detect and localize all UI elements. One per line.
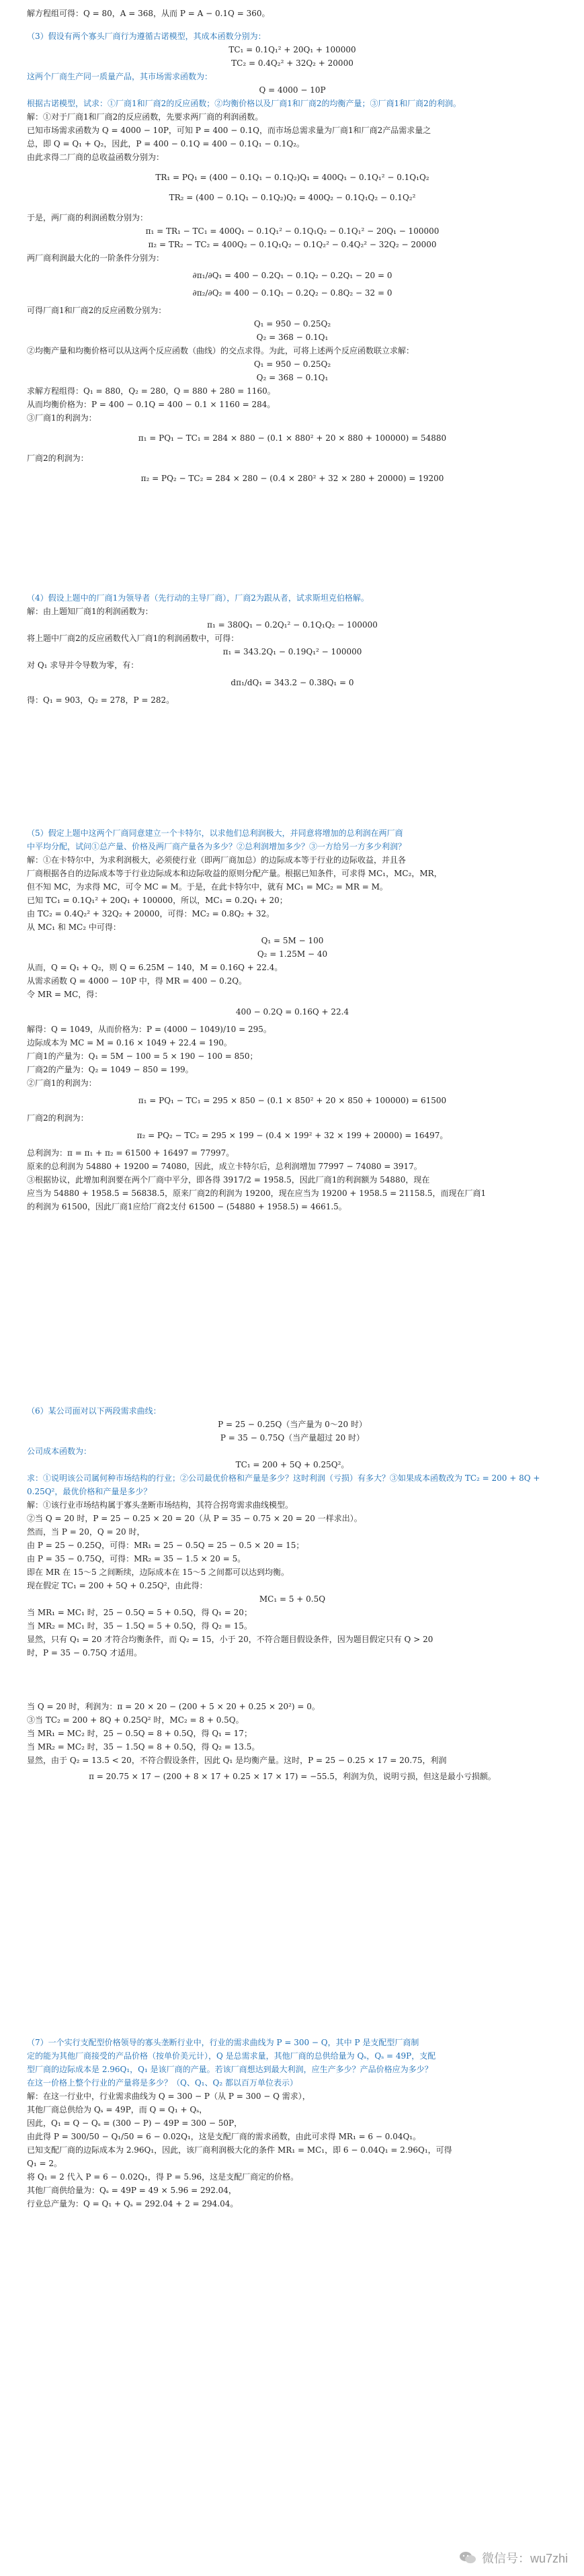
equation: Q₁ = 950 − 0.25Q₂: [253, 359, 331, 369]
equation: ∂π₁/∂Q₁ = 400 − 0.2Q₁ − 0.1Q₂ − 0.2Q₁ − 20 = 0: [192, 271, 392, 280]
solution-line: 厂商2的产量为：Q₂ = 1049 − 850 = 199。: [27, 1065, 194, 1074]
solution-line: Q₁ = 2。: [27, 2159, 62, 2168]
question-7: 型厂商的边际成本是 2.96Q₁，Q₁ 是该厂商的产量。若该厂商想达到最大利润，应生产多少？产品价格应为多少？: [27, 2065, 433, 2074]
solution-line: 然而，当 P = 20，Q = 20 时，: [27, 1527, 145, 1537]
equation: π₂ = PQ₂ − TC₂ = 295 × 199 − (0.4 × 199² + 32 × 199 + 20000) = 16497。: [136, 1131, 448, 1140]
solution-line: 时，P = 35 − 0.75Q 才适用。: [27, 1648, 142, 1658]
solution-line: 厂商2的利润为：: [27, 454, 89, 463]
solution-line: 厂商1的产量为：Q₁ = 5M − 100 = 5 × 190 − 100 = 850；: [27, 1051, 258, 1061]
solution-line: 从 MC₁ 和 MC₂ 中可得：: [27, 922, 121, 932]
solution-line: 由 TC₂ = 0.4Q₂² + 32Q₂ + 20000，可得：MC₂ = 0.8Q₂ + 32。: [27, 909, 275, 918]
solution-line: 从而，Q = Q₁ + Q₂，则 Q = 6.25M − 140，M = 0.16Q + 22.4。: [27, 963, 283, 972]
wechat-icon: [459, 2551, 476, 2565]
solution-line: 应当为 54880 + 1958.5 = 56838.5，原来厂商2的利润为 19200，现在应当为 19200 + 1958.5 = 21158.5，而现在厂商1: [27, 1189, 487, 1198]
equation: TR₂ = (400 − 0.1Q₁ − 0.1Q₂)Q₂ = 400Q₂ − 0.1Q₁Q₂ − 0.1Q₂²: [169, 193, 416, 202]
solution-line: 总，即 Q = Q₁ + Q₂，因此，P = 400 − 0.1Q = 400 − 0.1Q₁ − 0.1Q₂。: [27, 139, 305, 148]
solution-line: 即在 MR 在 15～5 之间断续，边际成本在 15～5 之间都可以达到均衡。: [27, 1568, 290, 1577]
section-cournot: [27, 7, 558, 492]
section-cartel: [27, 826, 558, 1213]
question-3: （3）假设有两个寡头厂商行为遵循古诺模型，其成本函数分别为：: [27, 32, 266, 41]
equation: 400 − 0.2Q = 0.16Q + 22.4: [235, 1007, 349, 1017]
equation: Q₁ = 950 − 0.25Q₂: [253, 319, 331, 329]
solution-line: ③厂商1的利润为：: [27, 413, 97, 423]
solution-line: 当 MR₂ = MC₁ 时，35 − 1.5Q = 5 + 0.5Q，得 Q₂ = 15。: [27, 1621, 252, 1631]
solution-line: 厂商根据各自的边际成本等于行业边际成本和边际收益的原则分配产量。根据已知条件，可求得 MC₁，MC₂，MR，: [27, 869, 442, 878]
solution-line: 显然，由于 Q₂ = 13.5 < 20，不符合假设条件，因此 Q₁ 是均衡产量。这时，P = 25 − 0.25 × 17 = 20.75，利润: [27, 1756, 447, 1765]
question-text: 求：①说明该公司属何种市场结构的行业；②公司最优价格和产量是多少？这时利润（亏损）有多大？③如果成本函数改为 TC₂ = 200 + 8Q + 0.25Q²，最优价格和产量是多少？: [27, 1473, 540, 1496]
solution-line: ②当 Q = 20 时，P = 25 − 0.25 × 20 = 20（从 P = 35 − 0.75 × 20 = 20 一样求出）。: [27, 1514, 362, 1523]
text-line: 解方程组可得：Q = 80，A = 368，从而 P = A − 0.1Q = 360。: [27, 9, 270, 18]
solution-line: ③当 TC₂ = 200 + 8Q + 0.25Q² 时，MC₂ = 8 + 0.5Q。: [27, 1715, 244, 1725]
solution-line: 行业总产量为：Q = Q₁ + Qₛ = 292.04 + 2 = 294.04。: [27, 2199, 239, 2208]
solution-line: 总利润为：π = π₁ + π₂ = 61500 + 16497 = 77997。: [27, 1148, 235, 1158]
wechat-watermark: [459, 2549, 568, 2567]
solution-line: 从而均衡价格为：P = 400 − 0.1Q = 400 − 0.1 × 1160 = 284。: [27, 400, 276, 409]
equation: Q₂ = 1.25M − 40: [257, 949, 328, 959]
question-text: 这两个厂商生产同一质量产品，其市场需求函数为：: [27, 72, 213, 81]
solution-line: 解：①在卡特尔中，为求利润极大，必须使行业（即两厂商加总）的边际成本等于行业的边际收益，并且各: [27, 855, 407, 865]
solution-line: 由 P = 25 − 0.25Q，可得：MR₁ = 25 − 0.5Q = 25 − 0.5 × 20 = 15；: [27, 1541, 304, 1550]
question-text: 公司成本函数为：: [27, 1447, 92, 1456]
solution-line: 已知支配厂商的边际成本为 2.96Q₁，因此，该厂商利润极大化的条件 MR₁ = MC₁，即 6 − 0.04Q₁ = 2.96Q₁，可得: [27, 2145, 452, 2155]
solution-line: 但不知 MC，为求得 MC，可令 MC = M。于是，在此卡特尔中，就有 MC₁ = MC₂ = MR = M。: [27, 882, 388, 892]
equation: Q₁ = 5M − 100: [261, 936, 324, 945]
solution-line: 对 Q₁ 求导并令导数为零，有：: [27, 660, 139, 670]
question-5: （5）假定上题中这两个厂商同意建立一个卡特尔，以求他们总利润极大，并同意将增加的总利润在两厂商: [27, 828, 403, 838]
solution-line: 由此求得二厂商的总收益函数分别为：: [27, 153, 165, 162]
question-7: 在这一价格上整个行业的产量将是多少？（Q、Q₁、Q₂ 都以百万单位表示）: [27, 2078, 298, 2088]
question-4: （4）假设上题中的厂商1为领导者（先行动的主导厂商），厂商2为跟从者，试求斯坦克伯格解。: [27, 593, 369, 603]
solution-line: 已知市场需求函数为 Q = 4000 − 10P，可知 P = 400 − 0.1Q，而市场总需求量为厂商1和厂商2产品需求量之: [27, 126, 431, 135]
equation: π₁ = PQ₁ − TC₁ = 295 × 850 − (0.1 × 850² + 20 × 850 + 100000) = 61500: [138, 1096, 447, 1105]
question-7: 定的能为其他厂商接受的产品价格（按单价美元计），Q 是总需求量，其他厂商的总供给量为 Qₛ，Qₛ = 49P，支配: [27, 2051, 436, 2061]
equation: TR₁ = PQ₁ = (400 − 0.1Q₁ − 0.1Q₂)Q₁ = 400Q₁ − 0.1Q₁² − 0.1Q₁Q₂: [155, 173, 429, 182]
solution-line: 解：由上题知厂商1的利润函数为：: [27, 607, 153, 616]
solution-line: 已知 TC₁ = 0.1Q₁² + 20Q₁ + 100000，所以，MC₁ = 0.2Q₁ + 20；: [27, 896, 288, 905]
equation: P = 35 − 0.75Q（当产量超过 20 时）: [220, 1433, 365, 1443]
solution-line: 令 MR = MC，得：: [27, 990, 103, 999]
equation: π₁ = TR₁ − TC₁ = 400Q₁ − 0.1Q₁² − 0.1Q₁Q₂ − 0.1Q₁² − 20Q₁ − 100000: [145, 226, 440, 236]
solution-line: 厂商2的利润为：: [27, 1113, 89, 1123]
section-kinked-demand: [27, 1404, 558, 1786]
solution-line: 由此得 P = 300/50 − Q₁/50 = 6 − 0.02Q₁，这是支配厂商的需求函数，由此可求得 MR₁ = 6 − 0.04Q₁。: [27, 2132, 421, 2141]
watermark-text: 微信号：wu7zhi: [481, 2552, 568, 2565]
equation: π₁ = 343.2Q₁ − 0.19Q₁² − 100000: [222, 647, 362, 656]
equation: π₂ = TR₂ − TC₂ = 400Q₂ − 0.1Q₁Q₂ − 0.1Q₂² − 0.4Q₂² − 32Q₂ − 20000: [148, 240, 437, 249]
solution-line: 当 MR₂ = MC₂ 时，35 − 1.5Q = 8 + 0.5Q，得 Q₂ = 13.5。: [27, 1742, 260, 1752]
equation: π₂ = PQ₂ − TC₂ = 284 × 280 − (0.4 × 280² + 32 × 280 + 20000) = 19200: [140, 474, 444, 483]
question-7: （7）一个实行支配型价格领导的寡头垄断行业中，行业的需求曲线为 P = 300 − Q，其中 P 是支配型厂商制: [27, 2038, 419, 2047]
solution-line: 将上题中厂商2的反应函数代入厂商1的利润函数中，可得：: [27, 634, 239, 643]
solution-line: 因此，Q₁ = Q − Qₛ = (300 − P) − 49P = 300 − 50P，: [27, 2118, 243, 2128]
question-5: 中平均分配，试问①总产量、价格及两厂商产量各为多少？②总利润增加多少？③一方给另一方多少利润？: [27, 842, 407, 851]
equation: π₁ = PQ₁ − TC₁ = 284 × 880 − (0.1 × 880² + 20 × 880 + 100000) = 54880: [138, 433, 447, 443]
solution-line: 当 MR₁ = MC₂ 时，25 − 0.5Q = 8 + 0.5Q，得 Q₁ = 17；: [27, 1729, 252, 1738]
equation: Q₂ = 368 − 0.1Q₁: [256, 373, 329, 382]
question-6: （6）某公司面对以下两段需求曲线：: [27, 1406, 161, 1416]
solution-line: 的利润为 61500，因此厂商1应给厂商2支付 61500 − (54880 + 1958.5) = 4661.5。: [27, 1202, 347, 1211]
equation: Q = 4000 − 10P: [259, 85, 326, 95]
equation: ∂π₂/∂Q₂ = 400 − 0.1Q₁ − 0.2Q₂ − 0.8Q₂ − 32 = 0: [192, 288, 392, 298]
solution-line: 显然，只有 Q₁ = 20 才符合均衡条件，而 Q₂ = 15，小于 20，不符合题目假设条件，因为题目假定只有 Q > 20: [27, 1635, 433, 1644]
equation: P = 25 − 0.25Q（当产量为 0～20 时）: [218, 1420, 367, 1429]
section-price-leadership: [27, 2036, 558, 2210]
solution-line: 现在假定 TC₁ = 200 + 5Q + 0.25Q²，由此得：: [27, 1581, 208, 1590]
solution-line: 解：在这一行业中，行业需求曲线为 Q = 300 − P（从 P = 300 − Q 需求），: [27, 2092, 310, 2101]
solution-line: 将 Q₁ = 2 代入 P = 6 − 0.02Q₁，得 P = 5.96，这是支配厂商定的价格。: [27, 2172, 299, 2182]
equation: dπ₁/dQ₁ = 343.2 − 0.38Q₁ = 0: [231, 678, 354, 687]
solution-line: ②均衡产量和均衡价格可以从这两个反应函数（曲线）的交点求得。为此，可将上述两个反应函数联立求解：: [27, 346, 415, 355]
solution-line: 从需求函数 Q = 4000 − 10P 中，得 MR = 400 − 0.2Q。: [27, 976, 247, 986]
section-stackelberg: [27, 591, 558, 707]
solution-line: 其他厂商总供给为 Qₛ = 49P，而 Q = Q₁ + Qₛ，: [27, 2105, 208, 2114]
solution-line: 其他厂商供给量为：Qₛ = 49P = 49 × 5.96 = 292.04，: [27, 2186, 237, 2195]
solution-line: 求解方程组得：Q₁ = 880，Q₂ = 280，Q = 880 + 280 = 1160。: [27, 386, 276, 396]
equation: Q₂ = 368 − 0.1Q₁: [256, 333, 329, 342]
solution-line: ②厂商1的利润为：: [27, 1078, 97, 1088]
solution-line: ③根据协议，此增加利润要在两个厂商中平分，即各得 3917/2 = 1958.5，因此厂商1的利润额为 54880，现在: [27, 1175, 430, 1185]
solution-line: 可得厂商1和厂商2的反应函数分别为：: [27, 306, 167, 315]
equation: TC₁ = 0.1Q₁² + 20Q₁ + 100000: [228, 45, 356, 54]
solution-line: 解：①该行业市场结构属于寡头垄断市场结构，其符合拐弯需求曲线模型。: [27, 1500, 294, 1510]
solution-line: 得：Q₁ = 903，Q₂ = 278，P = 282。: [27, 695, 175, 705]
solution-line: 当 Q = 20 时，利润为：π = 20 × 20 − (200 + 5 × 20 + 0.25 × 20²) = 0。: [27, 1702, 320, 1711]
solution-line: 于是，两厂商的利润函数分别为：: [27, 213, 149, 222]
equation: π = 20.75 × 17 − (200 + 8 × 17 + 0.25 × 17 × 17) = −55.5，利润为负，说明亏损，但这是最小亏损额。: [89, 1772, 496, 1781]
solution-line: 当 MR₁ = MC₁ 时，25 − 0.5Q = 5 + 0.5Q，得 Q₁ = 20；: [27, 1608, 252, 1617]
equation: TC₂ = 0.4Q₂² + 32Q₂ + 20000: [231, 58, 353, 68]
equation: MC₁ = 5 + 0.5Q: [259, 1594, 326, 1604]
solution-line: 由 P = 35 − 0.75Q，可得：MR₂ = 35 − 1.5 × 20 = 5。: [27, 1554, 246, 1563]
solution-line: 解：①对于厂商1和厂商2的反应函数，先要求两厂商的利润函数。: [27, 112, 263, 122]
solution-line: 解得：Q = 1049，从而价格为：P = (4000 − 1049)/10 = 295。: [27, 1025, 272, 1034]
equation: π₁ = 380Q₁ − 0.2Q₁² − 0.1Q₁Q₂ − 100000: [207, 620, 378, 630]
solution-line: 两厂商利润最大化的一阶条件分别为：: [27, 253, 165, 263]
solution-line: 原来的总利润为 54880 + 19200 = 74080，因此，成立卡特尔后，总利润增加 77997 − 74080 = 3917。: [27, 1162, 422, 1171]
question-text: 根据古诺模型，试求：①厂商1和厂商2的反应函数；②均衡价格以及厂商1和厂商2的均衡产量；③厂商1和厂商2的利润。: [27, 99, 461, 108]
solution-line: 边际成本为 MC = M = 0.16 × 1049 + 22.4 = 190。: [27, 1038, 232, 1047]
equation: TC₁ = 200 + 5Q + 0.25Q²。: [235, 1460, 349, 1469]
